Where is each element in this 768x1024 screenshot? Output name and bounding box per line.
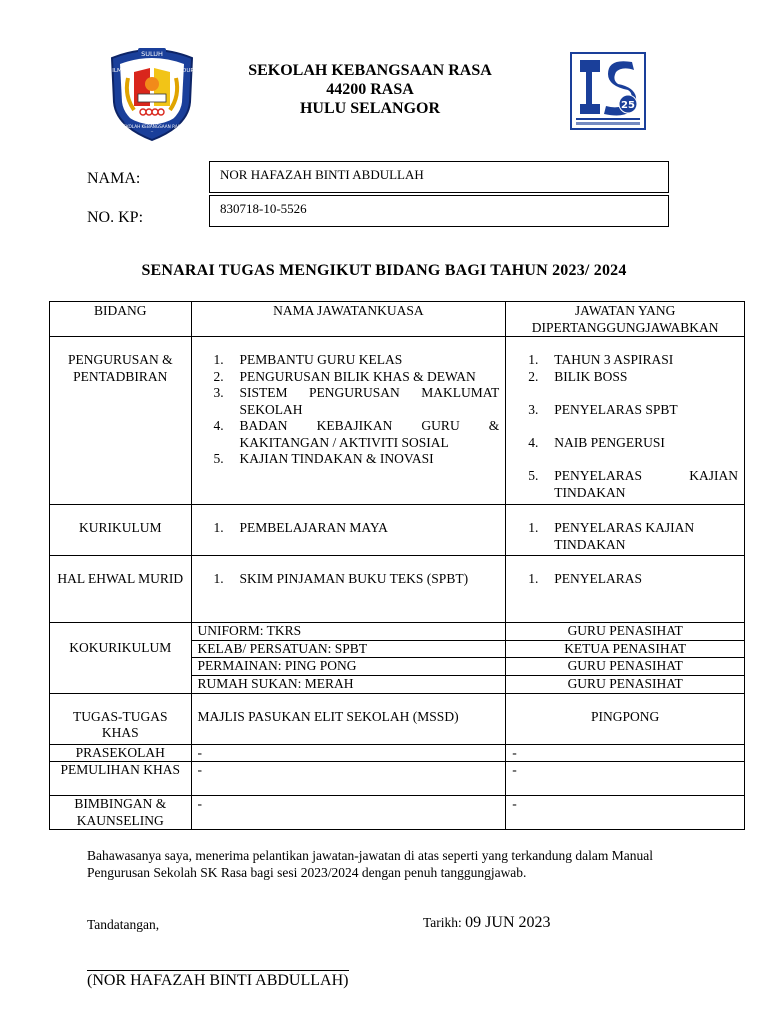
- bidang-kokurikulum: KOKURIKULUM: [50, 623, 192, 694]
- bidang-prasekolah: PRASEKOLAH: [50, 744, 192, 762]
- list-item: 5. KAJIAN TINDAKAN & INOVASI: [213, 451, 434, 466]
- tugas-khas-position: PINGPONG: [506, 693, 745, 744]
- list-item: 4. NAIB PENGERUSI: [528, 435, 665, 450]
- table-header-row: [50, 302, 745, 337]
- school-name: SEKOLAH KEBANGSAAN RASA: [248, 62, 492, 79]
- nama-field: NOR HAFAZAH BINTI ABDULLAH: [209, 161, 669, 193]
- signature-line: [87, 970, 349, 971]
- pengurusan-committees: [191, 337, 506, 505]
- list-item: 3. SISTEM PENGURUSAN MAKLUMAT SEKOLAH: [213, 385, 500, 417]
- table-row-pemulihan: [50, 762, 745, 796]
- bidang-pengurusan: PENGURUSAN & PENTADBIRAN: [50, 337, 192, 505]
- list-item: 1. TAHUN 3 ASPIRASI: [528, 352, 674, 367]
- header-jawatankuasa: NAMA JAWATANKUASA: [191, 302, 506, 337]
- bidang-kurikulum: KURIKULUM: [50, 505, 192, 556]
- header-bidang: BIDANG: [50, 302, 192, 337]
- kurikulum-position: 1. PENYELARAS KAJIAN TINDAKAN: [506, 505, 745, 556]
- date-label: Tarikh:: [423, 915, 462, 930]
- list-item: 2. BILIK BOSS: [528, 369, 628, 384]
- signature-label: Tandatangan,: [87, 917, 160, 932]
- hem-position: 1. PENYELARAS: [506, 556, 745, 623]
- school-postcode: 44200 RASA: [326, 81, 414, 98]
- svg-text:25: 25: [621, 100, 635, 111]
- svg-text:HIDUP: HIDUP: [176, 68, 194, 74]
- bidang-pemulihan: PEMULIHAN KHAS: [50, 762, 192, 796]
- bimbingan-committee: -: [191, 796, 506, 830]
- bidang-bimbingan: BIMBINGAN & KAUNSELING: [50, 796, 192, 830]
- koko-committee: RUMAH SUKAN: MERAH: [191, 675, 506, 693]
- table-row-kurikulum: [50, 505, 745, 556]
- table-row-tugas-khas: [50, 693, 745, 744]
- kurikulum-committee: 1. PEMBELAJARAN MAYA: [191, 505, 506, 556]
- koko-committee: UNIFORM: TKRS: [191, 623, 506, 641]
- svg-text:ILMU: ILMU: [112, 68, 126, 74]
- koko-position: GURU PENASIHAT: [506, 675, 745, 693]
- prasekolah-committee: -: [191, 744, 506, 762]
- koko-committee: KELAB/ PERSATUAN: SPBT: [191, 640, 506, 658]
- table-row-bimbingan: [50, 796, 745, 830]
- school-district: HULU SELANGOR: [299, 100, 441, 117]
- bidang-tugas-khas: TUGAS-TUGAS KHAS: [50, 693, 192, 744]
- svg-text:SULUH: SULUH: [141, 50, 163, 58]
- koko-position: GURU PENASIHAT: [506, 658, 745, 676]
- kp-label: NO. KP:: [87, 209, 144, 226]
- bimbingan-position: -: [506, 796, 745, 830]
- date-value: 09 JUN 2023: [465, 914, 551, 931]
- list-item: 3. PENYELARAS SPBT: [528, 402, 678, 417]
- list-item: 1. PEMBANTU GURU KELAS: [213, 352, 403, 367]
- school-crest-logo: [104, 44, 200, 142]
- table-row-pengurusan: [50, 337, 745, 505]
- koko-position: GURU PENASIHAT: [506, 623, 745, 641]
- table-row-kokurikulum: [50, 623, 745, 641]
- svg-text:SEKOLAH KEBANGSAAN RASA: SEKOLAH KEBANGSAAN RASA: [120, 124, 184, 129]
- table-row-prasekolah: [50, 744, 745, 762]
- prasekolah-position: -: [506, 744, 745, 762]
- transformation-logo: [570, 52, 646, 130]
- pengurusan-positions: [506, 337, 745, 505]
- list-item: 2. PENGURUSAN BILIK KHAS & DEWAN: [213, 368, 476, 384]
- koko-position: KETUA PENASIHAT: [506, 640, 745, 658]
- signed-name: (NOR HAFAZAH BINTI ABDULLAH): [87, 972, 349, 989]
- list-item: 5. PENYELARAS KAJIAN TINDAKAN: [528, 468, 738, 500]
- hem-committee: 1. SKIM PINJAMAN BUKU TEKS (SPBT): [191, 556, 506, 623]
- nama-label: NAMA:: [87, 170, 141, 187]
- date-line: [423, 914, 551, 932]
- declaration-text: Bahawasanya saya, menerima pelantikan jawatan-jawatan di atas seperti yang terkandung dalam Manual Pengurusan Sekolah SK Rasa bagi sesi 2023/2024 dengan penuh tanggungjawab.: [87, 848, 654, 880]
- duties-table: [49, 301, 745, 830]
- koko-committee: PERMAINAN: PING PONG: [191, 658, 506, 676]
- header-jawatan: JAWATAN YANG DIPERTANGGUNGJAWABKAN: [506, 302, 745, 337]
- bidang-hem: HAL EHWAL MURID: [50, 556, 192, 623]
- pemulihan-position: -: [506, 762, 745, 796]
- tugas-khas-committee: MAJLIS PASUKAN ELIT SEKOLAH (MSSD): [191, 693, 506, 744]
- list-item: 4. BADAN KEBAJIKAN GURU & KAKITANGAN / AKTIVITI SOSIAL: [213, 418, 500, 450]
- kp-field: 830718-10-5526: [209, 195, 669, 227]
- pemulihan-committee: -: [191, 762, 506, 796]
- document-title: SENARAI TUGAS MENGIKUT BIDANG BAGI TAHUN 2023/ 2024: [141, 262, 627, 279]
- table-row-hem: [50, 556, 745, 623]
